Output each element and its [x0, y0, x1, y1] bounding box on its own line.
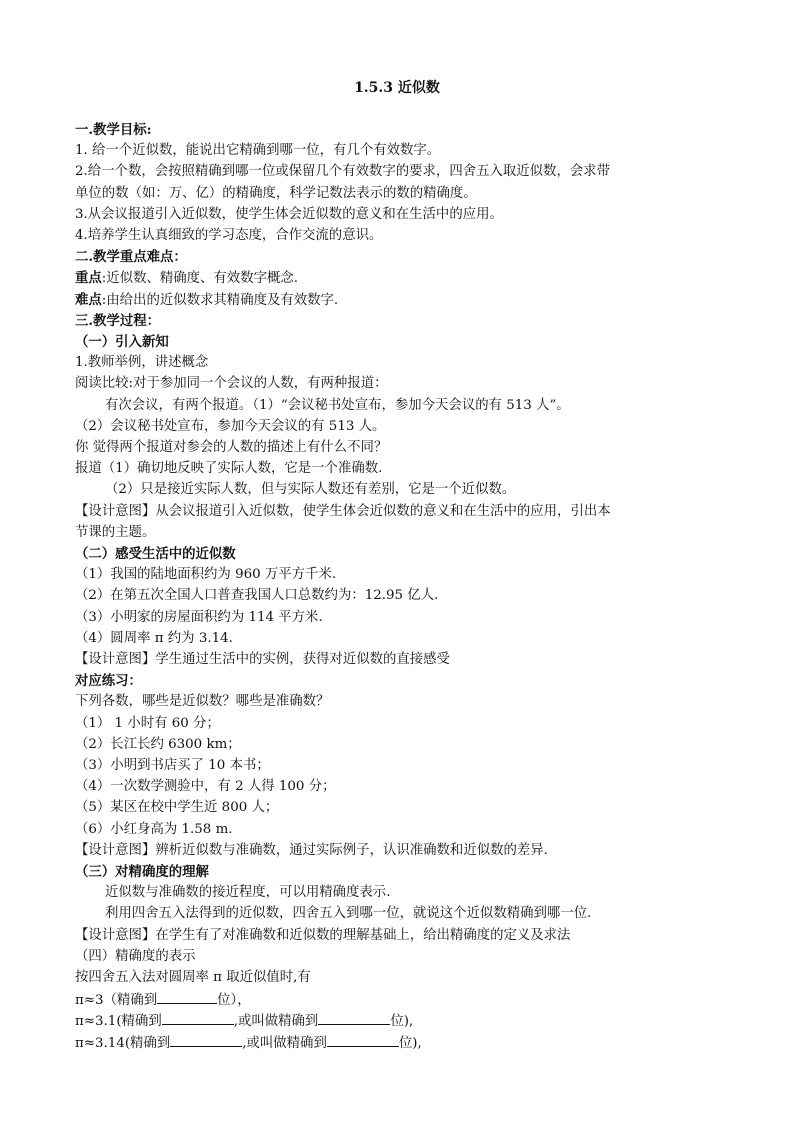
line-text: 【设计意图】学生通过生活中的实例，获得对近似数的直接感受 — [75, 652, 450, 667]
fill-suffix: 位), — [390, 1014, 414, 1030]
line-text: 按四舍五入法对圆周率 π 取近似值时,有 — [75, 970, 311, 985]
line-text: （二）感受生活中的近似数 — [75, 546, 236, 562]
text-line — [75, 205, 725, 225]
line-text: 二.教学重点难点： — [75, 249, 187, 266]
text-line — [75, 226, 725, 246]
line-text: :近似数、精确度、有效数字概念. — [101, 271, 299, 287]
text-line — [75, 268, 725, 288]
text-line — [75, 968, 725, 988]
text-line — [75, 714, 725, 734]
text-line — [75, 184, 725, 204]
line-text: （1）我国的陆地面积约为 960 万平方千米. — [75, 567, 337, 583]
line-text: 三.教学过程： — [75, 312, 161, 329]
fill-prefix: π≈3.1(精确到 — [75, 1014, 162, 1030]
text-line — [75, 502, 725, 522]
line-text: （四）精确度的表示 — [75, 948, 196, 964]
line-text: 2.给一个数，会按照精确到哪一位或保留几个有效数字的要求，四舍五入取近似数，会求带 — [75, 164, 611, 180]
text-line — [75, 756, 725, 776]
text-line — [75, 247, 725, 267]
line-label: 难点 — [75, 291, 102, 308]
text-line — [75, 353, 725, 373]
text-line — [75, 311, 725, 331]
text-line — [75, 650, 725, 670]
line-text: （3）小明到书店买了 10 本书； — [75, 758, 270, 773]
text-line — [75, 162, 725, 182]
line-text: 单位的数（如：万、亿）的精确度，科学记数法表示的数的精确度。 — [75, 185, 477, 201]
fill-middle: ,或叫做精确到 — [242, 1035, 327, 1051]
line-text: 你 觉得两个报道对参会的人数的描述上有什么不同？ — [75, 440, 388, 455]
line-text: 阅读比较:对于参加同一个会议的人数，有两种报道： — [75, 376, 388, 392]
text-line — [75, 417, 725, 437]
fill-suffix: 位), — [398, 1035, 422, 1051]
line-text: （三）对精确度的理解 — [75, 864, 209, 880]
text-line — [75, 141, 725, 161]
fill-prefix: π≈3（精确到 — [75, 993, 158, 1009]
line-text: （3）小明家的房屋面积约为 114 平方米. — [75, 609, 323, 625]
text-line — [75, 820, 725, 840]
line-text: :由给出的近似数求其精确度及有效数字. — [101, 292, 339, 308]
line-text: （1） 1 小时有 60 分； — [75, 715, 220, 731]
text-line — [75, 841, 725, 861]
text-line — [75, 544, 725, 564]
line-text: （2）长江长约 6300 km； — [75, 736, 241, 752]
page-title: 1.5.3 近似数 — [354, 80, 440, 96]
line-text: （6）小红身高为 1.58 m. — [75, 821, 233, 837]
text-line — [75, 862, 725, 882]
text-line — [75, 883, 755, 903]
text-line — [75, 332, 725, 352]
answer-blank[interactable] — [162, 1010, 234, 1025]
text-line — [75, 692, 725, 712]
answer-blank[interactable] — [327, 1032, 399, 1047]
line-text: （4）一次数学测验中，有 2 人得 100 分； — [75, 779, 336, 795]
line-text: 1.教师举例，讲述概念 — [75, 355, 209, 371]
text-line — [75, 777, 725, 797]
answer-blank[interactable] — [157, 989, 217, 1004]
text-line — [75, 947, 725, 967]
text-line — [75, 735, 725, 755]
fill-blank-line — [75, 989, 725, 1009]
fill-prefix: π≈3.14(精确到 — [75, 1035, 171, 1051]
line-text: （一）引入新知 — [75, 334, 169, 350]
text-line — [75, 438, 725, 458]
line-text: 【设计意图】在学生有了对准确数和近似数的理解基础上，给出精确度的定义及求法 — [75, 927, 571, 943]
fill-blank-line — [75, 1010, 725, 1030]
text-line — [75, 904, 755, 924]
text-line — [75, 480, 755, 500]
fill-suffix: 位）， — [217, 993, 251, 1009]
line-text: 对应练习： — [75, 673, 142, 690]
line-text: 一.教学目标: — [75, 122, 152, 138]
text-line — [75, 586, 725, 606]
text-line — [75, 671, 725, 691]
text-line — [75, 608, 725, 628]
line-text: 有次会议，有两个报道。（1）“会议秘书处宣布，参加今天会议的有 513 人”。 — [105, 397, 570, 413]
text-line — [75, 798, 725, 818]
fill-blank-line — [75, 1032, 725, 1052]
text-line — [75, 523, 725, 543]
answer-blank[interactable] — [318, 1010, 390, 1025]
text-line — [75, 396, 755, 416]
answer-blank[interactable] — [170, 1032, 242, 1047]
line-text: （2）会议秘书处宣布，参加今天会议的有 513 人。 — [75, 418, 386, 434]
line-text: 4.培养学生认真细致的学习态度，合作交流的意识。 — [75, 228, 383, 243]
line-text: 【设计意图】辨析近似数与准确数，通过实际例子，认识准确数和近似数的差异. — [75, 842, 548, 858]
text-line — [75, 290, 725, 310]
line-text: 【设计意图】从会议报道引入近似数，使学生体会近似数的意义和在生活中的应用，引出本 — [75, 503, 611, 519]
line-text: 3.从会议报道引入近似数，使学生体会近似数的意义和在生活中的应用。 — [75, 206, 503, 222]
text-line — [75, 629, 725, 649]
text-line — [75, 459, 725, 479]
text-line — [75, 374, 725, 394]
line-text: 近似数与准确数的接近程度，可以用精确度表示. — [105, 885, 391, 901]
line-text: 报道（1）确切地反映了实际人数，它是一个准确数. — [75, 461, 383, 477]
fill-middle: ,或叫做精确到 — [233, 1014, 319, 1030]
line-text: （4）圆周率 π 约为 3.14. — [75, 630, 233, 646]
line-text: （2）在第五次全国人口普查我国人口总数约为：12.95 亿人. — [75, 588, 439, 604]
line-text: 节课的主题。 — [75, 524, 156, 540]
line-text: （2）只是接近实际人数，但与实际人数还有差别，它是一个近似数。 — [105, 482, 516, 498]
line-text: 利用四舍五入法得到的近似数，四舍五入到哪一位，就说这个近似数精确到哪一位. — [105, 906, 592, 922]
text-line — [75, 565, 725, 585]
text-line — [75, 926, 725, 946]
line-text: 1. 给一个近似数，能说出它精确到哪一位，有几个有效数字。 — [75, 143, 441, 159]
line-label: 重点 — [75, 270, 102, 287]
line-text: （5）某区在校中学生近 800 人； — [75, 800, 279, 816]
line-text: 下列各数，哪些是近似数？哪些是准确数？ — [75, 694, 330, 710]
text-line — [75, 120, 725, 140]
